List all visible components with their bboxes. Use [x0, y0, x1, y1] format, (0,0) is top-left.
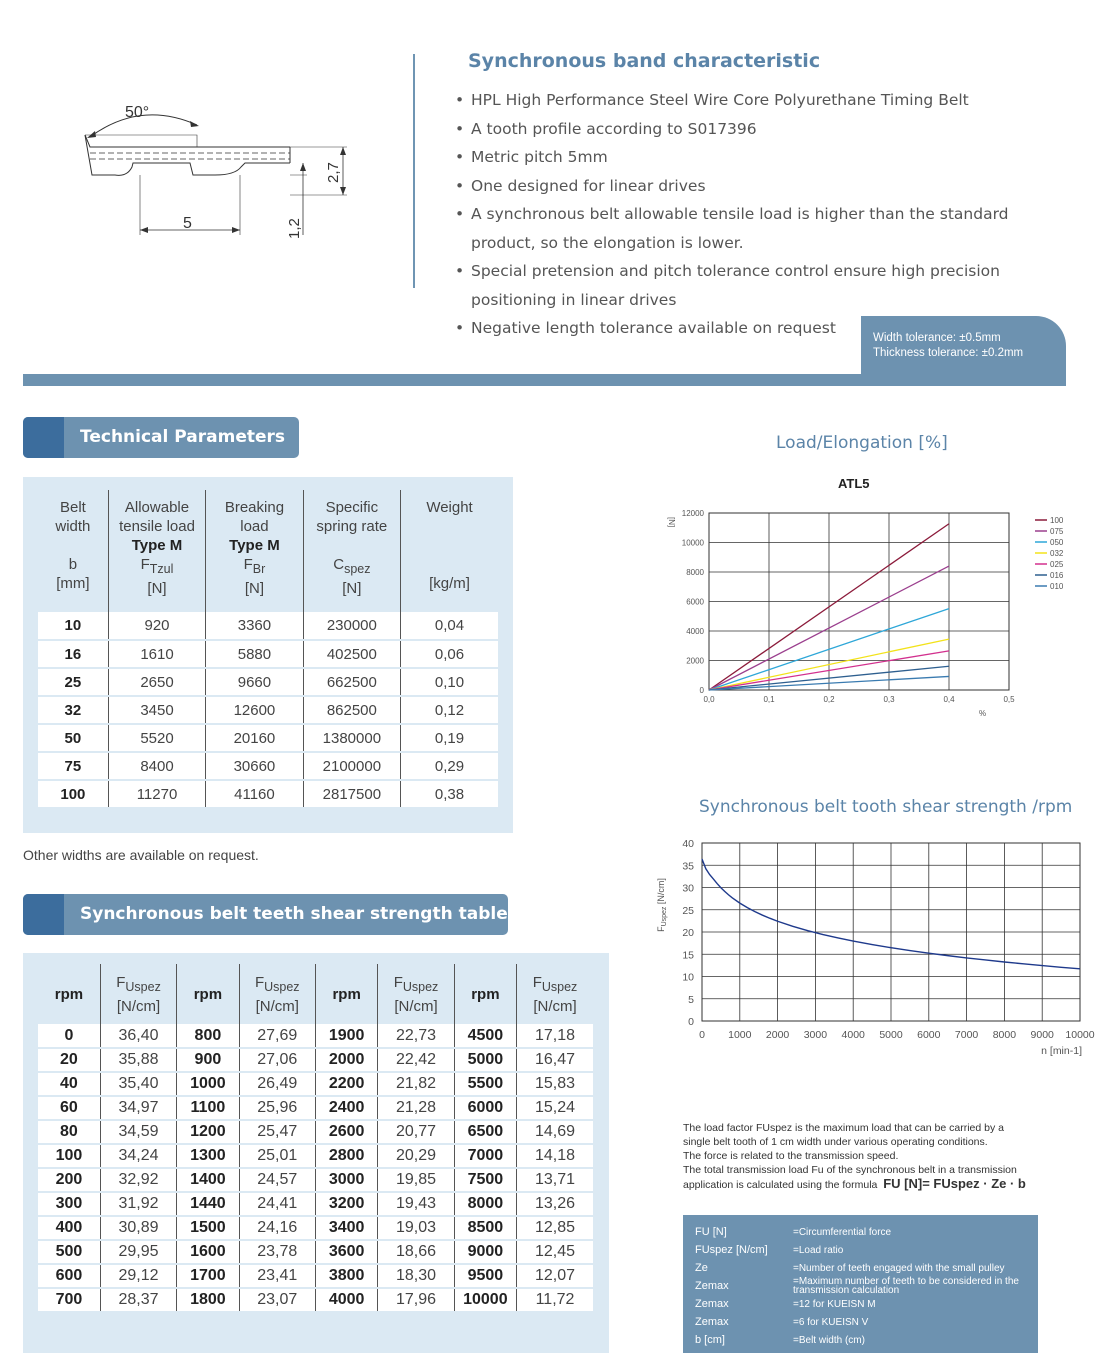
tolerance-box	[861, 316, 1066, 378]
feature-item: • Special pretension and pitch tolerance control ensure high precision positioning in linear drives	[455, 257, 1015, 314]
legend-label: 010	[1050, 582, 1064, 591]
table-cell: 9660	[206, 668, 303, 696]
hdr-type: Type M	[131, 537, 183, 554]
table-cell: 1800	[177, 1288, 239, 1312]
table-cell: 13,71	[517, 1168, 593, 1192]
table-row	[38, 1264, 593, 1288]
table-row	[38, 612, 498, 640]
feature-item: • A synchronous belt allowable tensile load is higher than the standard product, so the elongation is lower.	[455, 200, 1015, 257]
shear-table	[38, 964, 593, 1313]
y-tick-label: 40	[682, 838, 694, 850]
table-cell: 11270	[108, 780, 205, 808]
table-row	[38, 640, 498, 668]
y-tick-label: 15	[682, 949, 694, 962]
hdr-text: Allowable	[124, 499, 190, 516]
feature-item: • Negative length tolerance available on request	[455, 314, 1015, 343]
table-cell: 3200	[315, 1192, 377, 1216]
table-row	[38, 1072, 593, 1096]
y-tick-label: 12000	[681, 509, 704, 518]
col-rpm: rpm	[315, 964, 377, 1024]
table-cell: 2800	[315, 1144, 377, 1168]
height-label: 2,7	[325, 162, 342, 183]
table-cell: 2000	[315, 1048, 377, 1072]
y-tick-label: 25	[682, 904, 694, 917]
table-cell: 15,83	[517, 1072, 593, 1096]
table-cell: 1400	[177, 1168, 239, 1192]
table-cell: 22,42	[378, 1048, 454, 1072]
table-cell: 17,18	[517, 1024, 593, 1048]
table-cell: 25,47	[239, 1120, 315, 1144]
hdr-text: b	[68, 556, 78, 573]
table-cell: 23,07	[239, 1288, 315, 1312]
note-line: single belt tooth of 1 cm width under various operating conditions.	[683, 1136, 988, 1148]
table-row	[38, 724, 498, 752]
table-cell: 32	[38, 696, 108, 724]
hdr-text: Breaking	[224, 499, 285, 516]
table-cell: 0,04	[401, 612, 498, 640]
legend-value: =Maximum number of teeth to be considered in the transmission calculation	[793, 1276, 1019, 1296]
table-cell: 19,85	[378, 1168, 454, 1192]
shear-strength-chart	[650, 835, 1100, 1065]
note-line: The load factor FUspez is the maximum load that can be carried by a	[683, 1122, 1004, 1134]
x-axis-label: n [min-1]	[1041, 1045, 1082, 1057]
table-cell: 3800	[315, 1264, 377, 1288]
table-cell: 60	[38, 1096, 100, 1120]
col-weight	[401, 490, 498, 612]
table-cell: 3000	[315, 1168, 377, 1192]
x-tick-label: 1000	[728, 1029, 752, 1041]
table-cell: 12,07	[517, 1264, 593, 1288]
table-cell: 25,96	[239, 1096, 315, 1120]
y-tick-label: 2000	[686, 656, 704, 666]
x-tick-label: 0	[699, 1029, 705, 1041]
table-cell: 17,96	[378, 1288, 454, 1312]
table-cell: 23,78	[239, 1240, 315, 1264]
table-cell: 6000	[454, 1096, 516, 1120]
hdr-symbol: $C_{spez}$	[333, 556, 371, 576]
table-cell: 30,89	[100, 1216, 176, 1240]
y-tick-label: 30	[682, 882, 694, 895]
section-tab	[23, 417, 64, 458]
symbol-legend	[683, 1215, 1038, 1353]
legend-row	[695, 1313, 1026, 1331]
table-cell: 16,47	[517, 1048, 593, 1072]
table-cell: 12600	[206, 696, 303, 724]
table-cell: 0,38	[401, 780, 498, 808]
y-tick-label: 0	[688, 1016, 694, 1028]
col-f-uspez: $F_{Uspez}$ [N/cm]	[239, 964, 315, 1024]
hdr-text: Specific	[325, 499, 379, 516]
table-row	[38, 1096, 593, 1120]
table-cell: 10000	[454, 1288, 516, 1312]
angle-label: 50°	[125, 104, 150, 121]
table-row	[38, 696, 498, 724]
table-cell: 8000	[454, 1192, 516, 1216]
legend-key: Zemax	[695, 1315, 729, 1328]
table-cell: 500	[38, 1240, 100, 1264]
hdr-symbol: $F_{Br}$	[243, 556, 266, 576]
table-cell: 700	[38, 1288, 100, 1312]
table-cell: 5500	[454, 1072, 516, 1096]
tech-section-header	[23, 417, 299, 458]
x-tick-label: 10000	[1065, 1029, 1095, 1041]
table-cell: 230000	[303, 612, 400, 640]
table-row	[38, 1168, 593, 1192]
table-cell: 25	[38, 668, 108, 696]
legend-row	[695, 1241, 1026, 1259]
table-cell: 15,24	[517, 1096, 593, 1120]
table-cell: 21,82	[378, 1072, 454, 1096]
x-axis-label: %	[979, 709, 987, 718]
table-cell: 1700	[177, 1264, 239, 1288]
hdr-type: Type M	[229, 537, 280, 554]
table-cell: 13,26	[517, 1192, 593, 1216]
x-tick-label: 8000	[992, 1029, 1017, 1041]
legend-key: Ze	[695, 1261, 708, 1274]
table-cell: 900	[177, 1048, 239, 1072]
feature-item: • One designed for linear drives	[455, 172, 1015, 201]
table-cell: 34,59	[100, 1120, 176, 1144]
table-row	[38, 1048, 593, 1072]
legend-label: 075	[1050, 527, 1064, 536]
table-cell: 5880	[206, 640, 303, 668]
table-cell: 1500	[177, 1216, 239, 1240]
table-cell: 28,37	[100, 1288, 176, 1312]
x-tick-label: 0,4	[943, 695, 955, 704]
table-cell: 18,30	[378, 1264, 454, 1288]
table-cell: 24,41	[239, 1192, 315, 1216]
load-elongation-title: Load/Elongation [%]	[776, 433, 948, 453]
table-cell: 20,77	[378, 1120, 454, 1144]
table-cell: 12,85	[517, 1216, 593, 1240]
table-row	[38, 1216, 593, 1240]
table-cell: 16	[38, 640, 108, 668]
table-cell: 24,57	[239, 1168, 315, 1192]
table-cell: 29,12	[100, 1264, 176, 1288]
table-cell: 2400	[315, 1096, 377, 1120]
x-tick-label: 7000	[954, 1029, 979, 1041]
table-row	[38, 668, 498, 696]
legend-label: 016	[1050, 571, 1064, 580]
feature-list	[455, 86, 1015, 343]
widths-note: Other widths are available on request.	[23, 847, 259, 863]
table-cell: 9500	[454, 1264, 516, 1288]
table-cell: 1900	[315, 1024, 377, 1048]
col-allowable	[108, 490, 205, 612]
legend-value: =Belt width (cm)	[793, 1334, 865, 1346]
table-cell: 3360	[206, 612, 303, 640]
hdr-text: [N]	[244, 580, 265, 597]
col-spring	[303, 490, 400, 612]
table-cell: 75	[38, 752, 108, 780]
table-cell: 35,88	[100, 1048, 176, 1072]
col-f-uspez: $F_{Uspez}$ [N/cm]	[100, 964, 176, 1024]
table-cell: 14,69	[517, 1120, 593, 1144]
table-cell: 920	[108, 612, 205, 640]
table-cell: 3450	[108, 696, 205, 724]
table-cell: 24,16	[239, 1216, 315, 1240]
header-divider	[413, 54, 415, 288]
pitch-label: 5	[183, 215, 192, 232]
table-cell: 12,45	[517, 1240, 593, 1264]
table-cell: 0,12	[401, 696, 498, 724]
x-tick-label: 5000	[879, 1029, 903, 1041]
table-cell: 50	[38, 724, 108, 752]
table-cell: 31,92	[100, 1192, 176, 1216]
legend-value: =6 for KUEISN V	[793, 1316, 869, 1328]
table-cell: 200	[38, 1168, 100, 1192]
legend-value: =12 for KUEISN M	[793, 1298, 876, 1310]
feature-item: • Metric pitch 5mm	[455, 143, 1015, 172]
table-cell: 3400	[315, 1216, 377, 1240]
table-row	[38, 752, 498, 780]
legend-row	[695, 1223, 1026, 1241]
legend-key: Zemax	[695, 1297, 729, 1310]
table-cell: 20160	[206, 724, 303, 752]
x-tick-label: 0,1	[763, 695, 775, 704]
table-cell: 400	[38, 1216, 100, 1240]
y-tick-label: 0	[699, 686, 704, 695]
col-f-uspez: $F_{Uspez}$ [N/cm]	[378, 964, 454, 1024]
table-cell: 2200	[315, 1072, 377, 1096]
table-cell: 20	[38, 1048, 100, 1072]
y-tick-label: 5	[688, 993, 694, 1006]
table-cell: 21,28	[378, 1096, 454, 1120]
table-cell: 1100	[177, 1096, 239, 1120]
table-cell: 2600	[315, 1120, 377, 1144]
hdr-text: width	[55, 518, 91, 535]
hdr-text: [N]	[147, 580, 167, 597]
width-tolerance: Width tolerance: ±0.5mm	[873, 332, 1001, 344]
table-cell: 3600	[315, 1240, 377, 1264]
table-cell: 2817500	[303, 780, 400, 808]
formula-expression: FU [N]= FUspez · Ze · b	[883, 1176, 1026, 1191]
table-row	[38, 1024, 593, 1048]
table-cell: 1600	[177, 1240, 239, 1264]
hdr-text: Belt	[59, 499, 86, 516]
col-rpm: rpm	[54, 985, 84, 1003]
table-cell: 7000	[454, 1144, 516, 1168]
legend-row	[695, 1259, 1026, 1277]
legend-key: Zemax	[695, 1279, 729, 1292]
header-bar	[23, 374, 1066, 386]
col-rpm: rpm	[454, 964, 516, 1024]
page-title: Synchronous band characteristic	[468, 50, 821, 72]
note-line: The force is related to the transmission speed.	[683, 1150, 899, 1162]
table-cell: 402500	[303, 640, 400, 668]
table-row	[38, 1144, 593, 1168]
table-cell: 14,18	[517, 1144, 593, 1168]
atl5-title: ATL5	[838, 476, 870, 491]
table-cell: 36,40	[100, 1024, 176, 1048]
hdr-symbol: $F_{Tzul}$	[140, 556, 174, 576]
load-elongation-chart	[655, 495, 1095, 730]
table-cell: 862500	[303, 696, 400, 724]
y-tick-label: 8000	[686, 568, 704, 577]
y-tick-label: 35	[682, 860, 694, 873]
table-cell: 25,01	[239, 1144, 315, 1168]
table-cell: 0,06	[401, 640, 498, 668]
table-cell: 1380000	[303, 724, 400, 752]
y-tick-label: 10000	[681, 538, 704, 548]
table-cell: 19,43	[378, 1192, 454, 1216]
table-cell: 40	[38, 1072, 100, 1096]
hdr-text: [kg/m]	[429, 575, 470, 592]
y-axis-label: $F_{Uspez}$ [N/cm]	[656, 878, 668, 932]
table-cell: 1200	[177, 1120, 239, 1144]
x-tick-label: 6000	[917, 1029, 941, 1041]
legend-key: FUspez [N/cm]	[695, 1243, 768, 1256]
table-cell: 26,49	[239, 1072, 315, 1096]
table-row	[38, 780, 498, 808]
table-row	[38, 1120, 593, 1144]
table-cell: 100	[38, 780, 108, 808]
legend-value: =Circumferential force	[793, 1226, 892, 1238]
table-row	[38, 1192, 593, 1216]
table-cell: 18,66	[378, 1240, 454, 1264]
formula-note	[683, 1121, 1043, 1192]
feature-item: • HPL High Performance Steel Wire Core Polyurethane Timing Belt	[455, 86, 1015, 115]
hdr-text: load	[240, 518, 269, 535]
x-tick-label: 0,5	[1003, 695, 1015, 704]
belt-profile-drawing	[75, 95, 365, 245]
table-cell: 4500	[454, 1024, 516, 1048]
table-cell: 27,06	[239, 1048, 315, 1072]
legend-label: 032	[1050, 549, 1064, 558]
table-cell: 20,29	[378, 1144, 454, 1168]
y-tick-label: 20	[682, 927, 694, 939]
legend-key: b [cm]	[695, 1333, 725, 1346]
legend-row	[695, 1295, 1026, 1313]
hdr-text: [mm]	[56, 575, 90, 592]
legend-row	[695, 1331, 1026, 1349]
table-cell: 41160	[206, 780, 303, 808]
table-cell: 23,41	[239, 1264, 315, 1288]
table-cell: 0	[38, 1024, 100, 1048]
table-cell: 8400	[108, 752, 205, 780]
table-cell: 1610	[108, 640, 205, 668]
table-cell: 300	[38, 1192, 100, 1216]
table-cell: 34,97	[100, 1096, 176, 1120]
tech-table	[38, 490, 498, 809]
hdr-text: [N]	[342, 580, 362, 597]
y-tick-label: 6000	[686, 597, 704, 607]
table-cell: 5000	[454, 1048, 516, 1072]
y-tick-label: 4000	[686, 627, 704, 636]
table-cell: 9000	[454, 1240, 516, 1264]
thickness-tolerance: Thickness tolerance: ±0.2mm	[873, 347, 1024, 359]
shear-section-header	[23, 894, 508, 935]
table-cell: 30660	[206, 752, 303, 780]
note-line: application is calculated using the formula FU [N]= FUspez · Ze · b	[683, 1176, 1026, 1191]
shear-section-title: Synchronous belt teeth shear strength table	[80, 904, 508, 924]
table-cell: 80	[38, 1120, 100, 1144]
x-tick-label: 9000	[1030, 1029, 1054, 1041]
table-cell: 662500	[303, 668, 400, 696]
table-cell: 1300	[177, 1144, 239, 1168]
table-cell: 5520	[108, 724, 205, 752]
table-cell: 0,10	[401, 668, 498, 696]
x-tick-label: 0,3	[883, 695, 895, 704]
note-line: The total transmission load Fu of the synchronous belt in a transmission	[683, 1164, 1017, 1176]
table-cell: 10	[38, 612, 108, 640]
table-cell: 29,95	[100, 1240, 176, 1264]
y-axis-label: [N]	[667, 517, 676, 528]
table-cell: 1000	[177, 1072, 239, 1096]
table-cell: 600	[38, 1264, 100, 1288]
legend-row	[695, 1277, 1026, 1295]
shear-strength-chart-title: Synchronous belt tooth shear strength /rpm	[699, 797, 1073, 817]
x-tick-label: 4000	[841, 1029, 865, 1041]
x-tick-label: 2000	[765, 1029, 790, 1041]
y-tick-label: 10	[682, 971, 694, 984]
table-cell: 800	[177, 1024, 239, 1048]
table-cell: 22,73	[378, 1024, 454, 1048]
table-row	[38, 1240, 593, 1264]
hdr-text: tensile load	[119, 518, 195, 535]
section-tab	[23, 894, 64, 935]
hdr-text: spring rate	[316, 518, 388, 535]
tech-section-title: Technical Parameters	[80, 427, 286, 447]
table-cell: 100	[38, 1144, 100, 1168]
table-cell: 6500	[454, 1120, 516, 1144]
table-cell: 34,24	[100, 1144, 176, 1168]
legend-value: =Number of teeth engaged with the small pulley	[793, 1262, 1005, 1274]
legend-label: 100	[1050, 516, 1064, 525]
table-row	[38, 1288, 593, 1312]
table-cell: 0,19	[401, 724, 498, 752]
legend-key: FU [N]	[695, 1225, 727, 1238]
table-cell: 4000	[315, 1288, 377, 1312]
legend-label: 050	[1050, 538, 1064, 547]
col-breaking	[206, 490, 303, 612]
x-tick-label: 0,0	[703, 695, 715, 704]
table-cell: 8500	[454, 1216, 516, 1240]
col-belt-width	[38, 490, 108, 612]
x-tick-label: 0,2	[823, 695, 835, 704]
table-cell: 0,29	[401, 752, 498, 780]
tooth-label: 1,2	[286, 218, 303, 239]
table-cell: 27,69	[239, 1024, 315, 1048]
table-cell: 19,03	[378, 1216, 454, 1240]
hdr-text: Weight	[426, 499, 473, 516]
col-rpm: rpm	[177, 964, 239, 1024]
table-cell: 11,72	[517, 1288, 593, 1312]
x-tick-label: 3000	[803, 1029, 828, 1041]
table-cell: 7500	[454, 1168, 516, 1192]
legend-label: 025	[1050, 560, 1064, 569]
col-f-uspez: $F_{Uspez}$ [N/cm]	[517, 964, 593, 1024]
table-cell: 2650	[108, 668, 205, 696]
table-cell: 32,92	[100, 1168, 176, 1192]
table-cell: 1440	[177, 1192, 239, 1216]
table-cell: 2100000	[303, 752, 400, 780]
feature-item: • A tooth profile according to S017396	[455, 115, 1015, 144]
table-cell: 35,40	[100, 1072, 176, 1096]
legend-value: =Load ratio	[793, 1244, 844, 1256]
